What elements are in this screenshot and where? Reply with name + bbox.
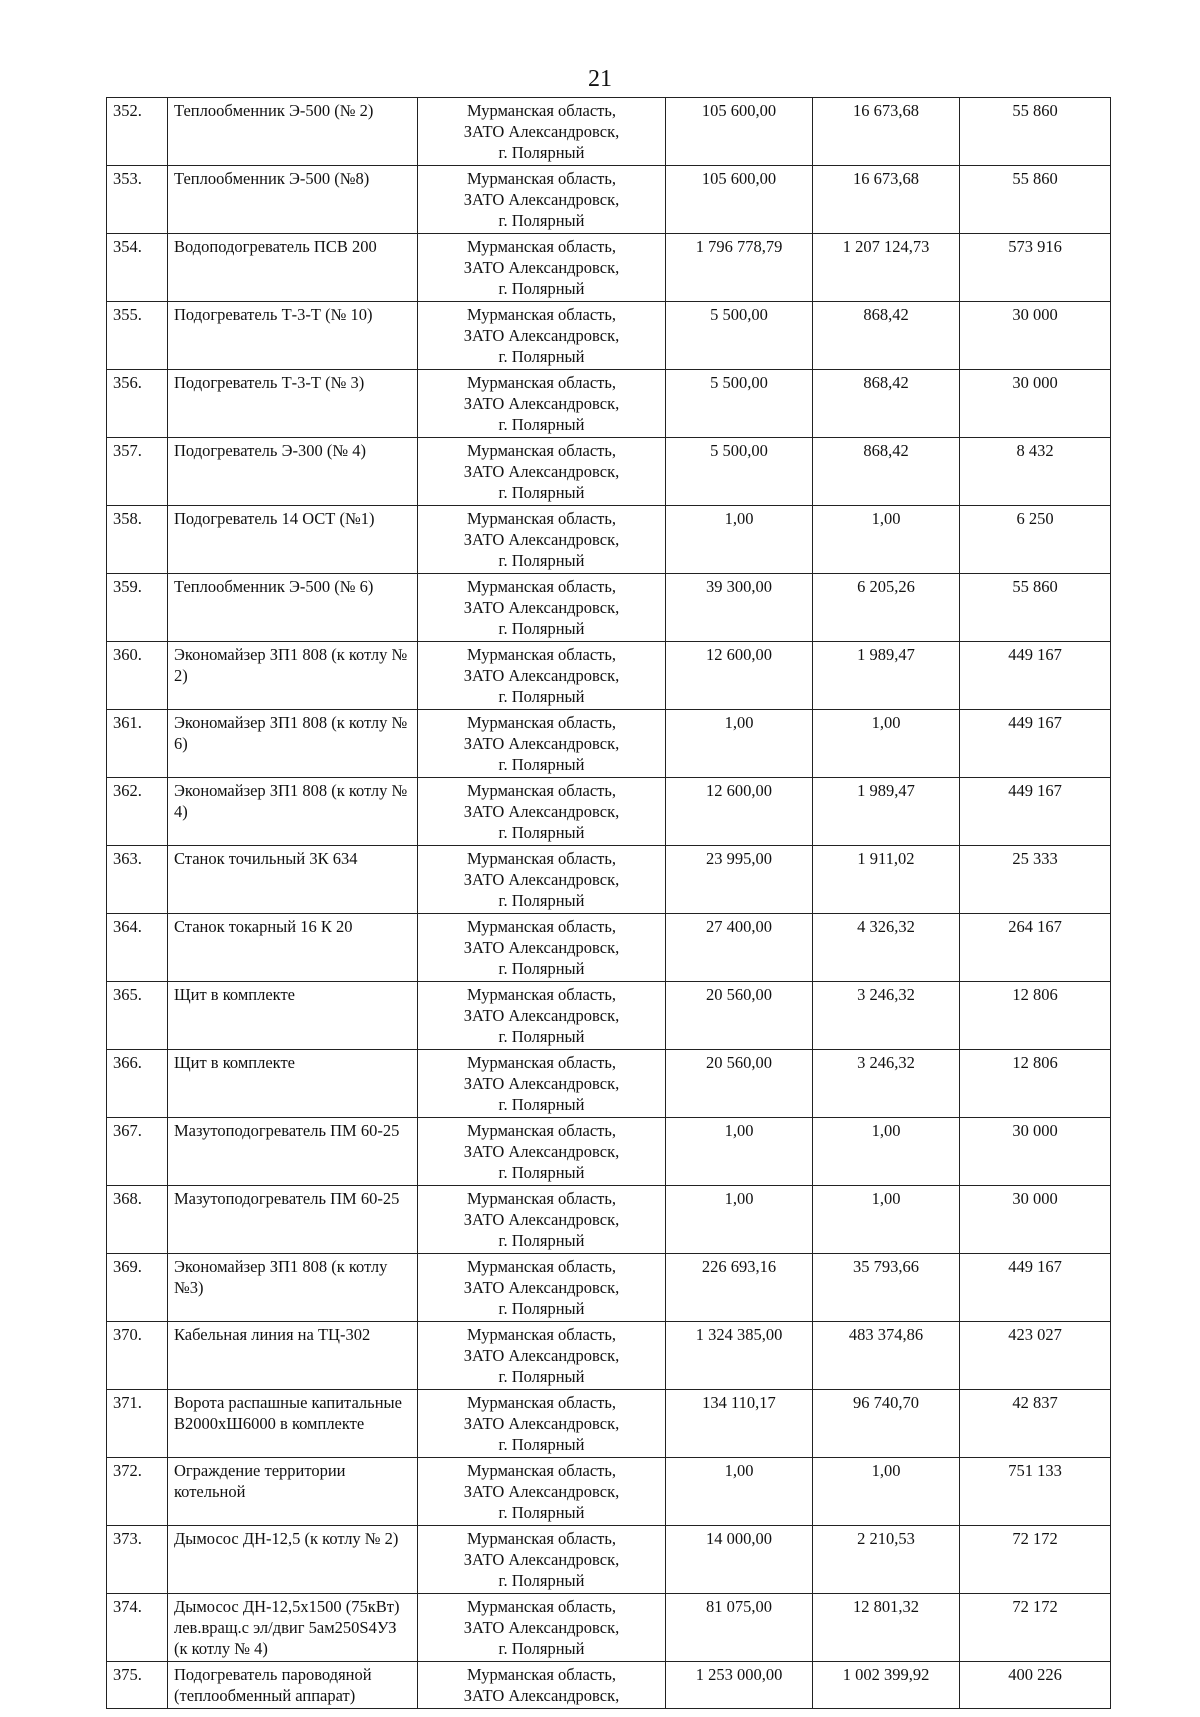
value-col-2: 4 326,32 — [813, 914, 960, 982]
item-location — [418, 846, 666, 914]
location-line: ЗАТО Александровск, — [463, 1414, 620, 1433]
location-line: г. Полярный — [498, 619, 585, 638]
value-col-1: 1,00 — [666, 1118, 813, 1186]
location-line: г. Полярный — [498, 551, 585, 570]
item-location — [418, 302, 666, 370]
item-name: Теплообменник Э-500 (№ 6) — [168, 574, 418, 642]
location-line: г. Полярный — [498, 1299, 585, 1318]
item-location — [418, 1390, 666, 1458]
location-line: Мурманская область, — [466, 985, 617, 1004]
location-line: г. Полярный — [498, 687, 585, 706]
location-line: ЗАТО Александровск, — [463, 190, 620, 209]
value-col-2: 1 911,02 — [813, 846, 960, 914]
registry-table-body — [107, 98, 1111, 1709]
row-number: 372. — [107, 1458, 168, 1526]
location-line: Мурманская область, — [466, 1325, 617, 1344]
table-row — [107, 506, 1111, 574]
row-number: 360. — [107, 642, 168, 710]
location-line: ЗАТО Александровск, — [463, 802, 620, 821]
item-name: Щит в комплекте — [168, 1050, 418, 1118]
table-row — [107, 846, 1111, 914]
location-line: ЗАТО Александровск, — [463, 1006, 620, 1025]
location-line: ЗАТО Александровск, — [463, 530, 620, 549]
value-col-2: 868,42 — [813, 438, 960, 506]
item-location — [418, 1458, 666, 1526]
location-line: ЗАТО Александровск, — [463, 666, 620, 685]
location-line: ЗАТО Александровск, — [463, 122, 620, 141]
value-col-1: 27 400,00 — [666, 914, 813, 982]
table-row — [107, 778, 1111, 846]
location-line: ЗАТО Александровск, — [463, 1550, 620, 1569]
location-line: ЗАТО Александровск, — [463, 734, 620, 753]
value-col-1: 12 600,00 — [666, 642, 813, 710]
row-number: 354. — [107, 234, 168, 302]
row-number: 366. — [107, 1050, 168, 1118]
value-col-1: 1 796 778,79 — [666, 234, 813, 302]
value-col-2: 1,00 — [813, 1186, 960, 1254]
table-row — [107, 1254, 1111, 1322]
location-line: Мурманская область, — [466, 849, 617, 868]
item-location — [418, 1118, 666, 1186]
item-name: Дымосос ДН-12,5 (к котлу № 2) — [168, 1526, 418, 1594]
item-location — [418, 642, 666, 710]
item-name: Мазутоподогреватель ПМ 60-25 — [168, 1118, 418, 1186]
location-line: Мурманская область, — [466, 577, 617, 596]
row-number: 371. — [107, 1390, 168, 1458]
location-line: ЗАТО Александровск, — [463, 394, 620, 413]
location-line: г. Полярный — [498, 415, 585, 434]
value-col-3: 400 226 — [960, 1662, 1111, 1709]
value-col-2: 1,00 — [813, 506, 960, 574]
row-number: 361. — [107, 710, 168, 778]
table-row — [107, 166, 1111, 234]
table-row — [107, 1526, 1111, 1594]
item-location — [418, 370, 666, 438]
location-line: Мурманская область, — [466, 1529, 617, 1548]
table-row — [107, 1662, 1111, 1709]
value-col-2: 1,00 — [813, 1118, 960, 1186]
value-col-2: 1 002 399,92 — [813, 1662, 960, 1709]
location-line: г. Полярный — [498, 1095, 585, 1114]
value-col-2: 1,00 — [813, 710, 960, 778]
value-col-1: 1 253 000,00 — [666, 1662, 813, 1709]
item-location — [418, 506, 666, 574]
item-name: Станок токарный 16 К 20 — [168, 914, 418, 982]
table-row — [107, 710, 1111, 778]
location-line: г. Полярный — [498, 347, 585, 366]
item-name: Водоподогреватель ПСВ 200 — [168, 234, 418, 302]
value-col-2: 1,00 — [813, 1458, 960, 1526]
item-name: Теплообменник Э-500 (№ 2) — [168, 98, 418, 166]
value-col-3: 25 333 — [960, 846, 1111, 914]
location-line: ЗАТО Александровск, — [463, 462, 620, 481]
location-line: ЗАТО Александровск, — [463, 1482, 620, 1501]
value-col-2: 16 673,68 — [813, 98, 960, 166]
item-name: Экономайзер ЗП1 808 (к котлу №3) — [168, 1254, 418, 1322]
item-location — [418, 1322, 666, 1390]
item-location — [418, 1254, 666, 1322]
value-col-3: 449 167 — [960, 710, 1111, 778]
value-col-3: 30 000 — [960, 302, 1111, 370]
item-name: Подогреватель Т-3-Т (№ 3) — [168, 370, 418, 438]
row-number: 355. — [107, 302, 168, 370]
location-line: ЗАТО Александровск, — [463, 258, 620, 277]
table-row — [107, 1322, 1111, 1390]
row-number: 357. — [107, 438, 168, 506]
location-line: Мурманская область, — [466, 1393, 617, 1412]
item-location — [418, 1594, 666, 1662]
location-line: Мурманская область, — [466, 1461, 617, 1480]
value-col-3: 449 167 — [960, 1254, 1111, 1322]
item-name: Экономайзер ЗП1 808 (к котлу № 6) — [168, 710, 418, 778]
value-col-1: 1,00 — [666, 1458, 813, 1526]
location-line: Мурманская область, — [466, 373, 617, 392]
item-name: Станок точильный 3К 634 — [168, 846, 418, 914]
location-line: Мурманская область, — [466, 713, 617, 732]
item-name: Теплообменник Э-500 (№8) — [168, 166, 418, 234]
value-col-1: 105 600,00 — [666, 166, 813, 234]
location-line: г. Полярный — [498, 143, 585, 162]
row-number: 353. — [107, 166, 168, 234]
value-col-1: 39 300,00 — [666, 574, 813, 642]
location-line: ЗАТО Александровск, — [463, 1142, 620, 1161]
table-row — [107, 914, 1111, 982]
item-name: Подогреватель пароводяной (теплообменный аппарат) — [168, 1662, 418, 1709]
location-line: г. Полярный — [498, 959, 585, 978]
row-number: 364. — [107, 914, 168, 982]
value-col-3: 423 027 — [960, 1322, 1111, 1390]
location-line: г. Полярный — [498, 823, 585, 842]
row-number: 363. — [107, 846, 168, 914]
value-col-1: 23 995,00 — [666, 846, 813, 914]
item-location — [418, 778, 666, 846]
location-line: ЗАТО Александровск, — [463, 326, 620, 345]
location-line: г. Полярный — [498, 1435, 585, 1454]
value-col-1: 5 500,00 — [666, 370, 813, 438]
value-col-1: 12 600,00 — [666, 778, 813, 846]
value-col-3: 6 250 — [960, 506, 1111, 574]
location-line: Мурманская область, — [466, 101, 617, 120]
page-number: 21 — [588, 66, 612, 92]
location-line: г. Полярный — [498, 1367, 585, 1386]
value-col-1: 14 000,00 — [666, 1526, 813, 1594]
item-name: Ворота распашные капитальные В2000хШ6000 в комплекте — [168, 1390, 418, 1458]
value-col-2: 1 989,47 — [813, 778, 960, 846]
location-line: Мурманская область, — [466, 305, 617, 324]
location-line: ЗАТО Александровск, — [463, 1278, 620, 1297]
location-line: Мурманская область, — [466, 169, 617, 188]
location-line: ЗАТО Александровск, — [463, 1210, 620, 1229]
item-location — [418, 914, 666, 982]
table-row — [107, 982, 1111, 1050]
location-line: ЗАТО Александровск, — [463, 1346, 620, 1365]
item-location — [418, 574, 666, 642]
item-name: Подогреватель Т-3-Т (№ 10) — [168, 302, 418, 370]
location-line: г. Полярный — [498, 1163, 585, 1182]
value-col-1: 1,00 — [666, 1186, 813, 1254]
value-col-3: 30 000 — [960, 370, 1111, 438]
item-name: Ограждение территории котельной — [168, 1458, 418, 1526]
value-col-1: 20 560,00 — [666, 1050, 813, 1118]
location-line: г. Полярный — [498, 279, 585, 298]
row-number: 369. — [107, 1254, 168, 1322]
table-row — [107, 1594, 1111, 1662]
item-name: Мазутоподогреватель ПМ 60-25 — [168, 1186, 418, 1254]
value-col-1: 1 324 385,00 — [666, 1322, 813, 1390]
location-line: г. Полярный — [498, 755, 585, 774]
location-line: г. Полярный — [498, 891, 585, 910]
location-line: г. Полярный — [498, 1639, 585, 1658]
value-col-1: 134 110,17 — [666, 1390, 813, 1458]
value-col-3: 72 172 — [960, 1594, 1111, 1662]
table-row — [107, 302, 1111, 370]
item-location — [418, 1186, 666, 1254]
row-number: 374. — [107, 1594, 168, 1662]
value-col-3: 55 860 — [960, 98, 1111, 166]
location-line: Мурманская область, — [466, 509, 617, 528]
value-col-2: 35 793,66 — [813, 1254, 960, 1322]
value-col-1: 20 560,00 — [666, 982, 813, 1050]
row-number: 370. — [107, 1322, 168, 1390]
value-col-3: 751 133 — [960, 1458, 1111, 1526]
row-number: 365. — [107, 982, 168, 1050]
value-col-3: 449 167 — [960, 778, 1111, 846]
location-line: г. Полярный — [498, 1503, 585, 1522]
row-number: 367. — [107, 1118, 168, 1186]
table-row — [107, 234, 1111, 302]
item-name: Экономайзер ЗП1 808 (к котлу № 2) — [168, 642, 418, 710]
value-col-2: 96 740,70 — [813, 1390, 960, 1458]
item-location — [418, 710, 666, 778]
table-row — [107, 1458, 1111, 1526]
location-line: г. Полярный — [498, 483, 585, 502]
value-col-3: 42 837 — [960, 1390, 1111, 1458]
location-line: г. Полярный — [498, 1231, 585, 1250]
table-row — [107, 438, 1111, 506]
value-col-2: 3 246,32 — [813, 982, 960, 1050]
value-col-3: 72 172 — [960, 1526, 1111, 1594]
row-number: 375. — [107, 1662, 168, 1709]
item-location — [418, 438, 666, 506]
value-col-3: 8 432 — [960, 438, 1111, 506]
location-line: ЗАТО Александровск, — [463, 870, 620, 889]
location-line: Мурманская область, — [466, 917, 617, 936]
row-number: 373. — [107, 1526, 168, 1594]
value-col-1: 5 500,00 — [666, 438, 813, 506]
value-col-3: 264 167 — [960, 914, 1111, 982]
location-line: Мурманская область, — [466, 1053, 617, 1072]
value-col-1: 1,00 — [666, 506, 813, 574]
value-col-1: 105 600,00 — [666, 98, 813, 166]
location-line: ЗАТО Александровск, — [463, 1618, 620, 1637]
location-line: г. Полярный — [498, 1027, 585, 1046]
value-col-3: 12 806 — [960, 1050, 1111, 1118]
location-line: Мурманская область, — [466, 645, 617, 664]
item-location — [418, 982, 666, 1050]
location-line: Мурманская область, — [466, 1189, 617, 1208]
value-col-1: 1,00 — [666, 710, 813, 778]
item-location — [418, 166, 666, 234]
location-line: Мурманская область, — [466, 1665, 617, 1684]
value-col-2: 12 801,32 — [813, 1594, 960, 1662]
table-row — [107, 642, 1111, 710]
value-col-2: 2 210,53 — [813, 1526, 960, 1594]
value-col-3: 55 860 — [960, 166, 1111, 234]
table-row — [107, 1050, 1111, 1118]
value-col-3: 12 806 — [960, 982, 1111, 1050]
value-col-2: 1 207 124,73 — [813, 234, 960, 302]
location-line: Мурманская область, — [466, 441, 617, 460]
value-col-3: 449 167 — [960, 642, 1111, 710]
value-col-1: 5 500,00 — [666, 302, 813, 370]
value-col-2: 6 205,26 — [813, 574, 960, 642]
table-row — [107, 98, 1111, 166]
value-col-2: 483 374,86 — [813, 1322, 960, 1390]
location-line: Мурманская область, — [466, 781, 617, 800]
item-name: Кабельная линия на ТЦ-302 — [168, 1322, 418, 1390]
value-col-2: 868,42 — [813, 370, 960, 438]
item-location — [418, 98, 666, 166]
value-col-3: 30 000 — [960, 1118, 1111, 1186]
value-col-1: 81 075,00 — [666, 1594, 813, 1662]
row-number: 368. — [107, 1186, 168, 1254]
value-col-3: 30 000 — [960, 1186, 1111, 1254]
row-number: 352. — [107, 98, 168, 166]
value-col-3: 55 860 — [960, 574, 1111, 642]
item-location — [418, 1662, 666, 1709]
item-location — [418, 1050, 666, 1118]
item-name: Подогреватель 14 ОСТ (№1) — [168, 506, 418, 574]
location-line: Мурманская область, — [466, 1257, 617, 1276]
item-name: Экономайзер ЗП1 808 (к котлу № 4) — [168, 778, 418, 846]
row-number: 356. — [107, 370, 168, 438]
value-col-1: 226 693,16 — [666, 1254, 813, 1322]
location-line: ЗАТО Александровск, — [463, 598, 620, 617]
table-row — [107, 1118, 1111, 1186]
location-line: ЗАТО Александровск, — [463, 1074, 620, 1093]
value-col-2: 868,42 — [813, 302, 960, 370]
location-line: г. Полярный — [498, 1571, 585, 1590]
value-col-2: 1 989,47 — [813, 642, 960, 710]
value-col-2: 3 246,32 — [813, 1050, 960, 1118]
table-row — [107, 370, 1111, 438]
row-number: 358. — [107, 506, 168, 574]
location-line: Мурманская область, — [466, 237, 617, 256]
location-line: г. Полярный — [498, 211, 585, 230]
item-name: Дымосос ДН-12,5х1500 (75кВт) лев.вращ.с эл/двиг 5ам250S4УЗ (к котлу № 4) — [168, 1594, 418, 1662]
property-registry-table — [106, 97, 1111, 1709]
table-row — [107, 1186, 1111, 1254]
location-line: Мурманская область, — [466, 1121, 617, 1140]
table-row — [107, 1390, 1111, 1458]
item-name: Щит в комплекте — [168, 982, 418, 1050]
table-row — [107, 574, 1111, 642]
row-number: 362. — [107, 778, 168, 846]
location-line: ЗАТО Александровск, — [463, 938, 620, 957]
row-number: 359. — [107, 574, 168, 642]
item-location — [418, 234, 666, 302]
value-col-3: 573 916 — [960, 234, 1111, 302]
location-line: ЗАТО Александровск, — [463, 1686, 620, 1705]
location-line: Мурманская область, — [466, 1597, 617, 1616]
value-col-2: 16 673,68 — [813, 166, 960, 234]
item-name: Подогреватель Э-300 (№ 4) — [168, 438, 418, 506]
item-location — [418, 1526, 666, 1594]
